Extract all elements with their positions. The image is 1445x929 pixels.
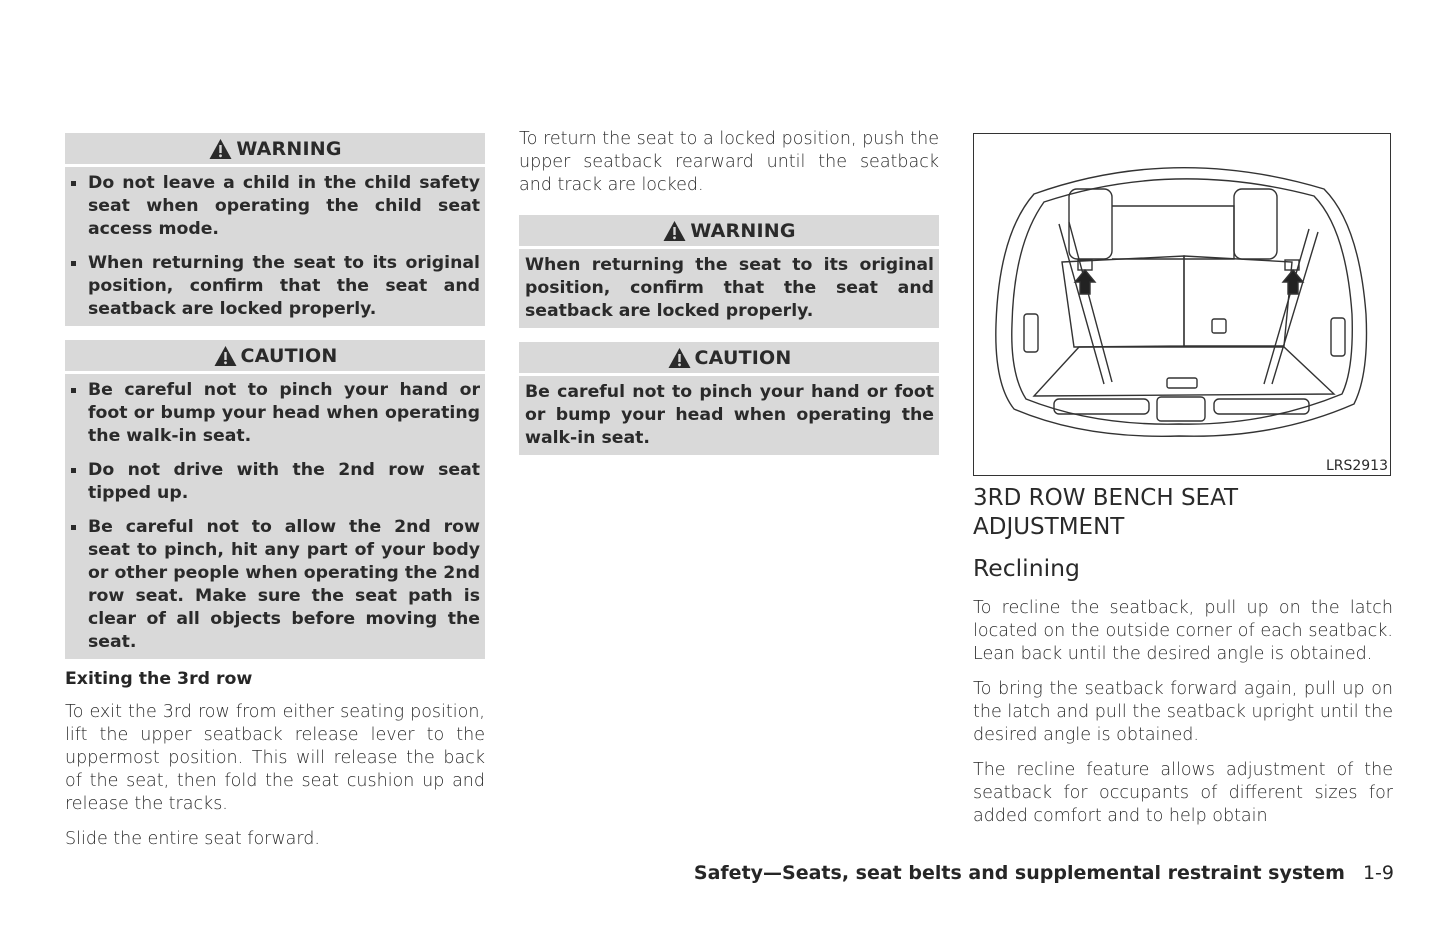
body-paragraph: To recline the seatback, pull up on the latch located on the outside corner of each seatback. Lean back until the desired angle is obtained. bbox=[973, 598, 1393, 664]
caution-body bbox=[65, 374, 485, 659]
section-title: 3RD ROW BENCH SEAT ADJUSTMENT bbox=[973, 485, 1239, 540]
warning-body: When returning the seat to its original position, confirm that the seat and seatback are locked properly. bbox=[519, 249, 939, 328]
warning-triangle-icon bbox=[667, 347, 692, 369]
warning-triangle-icon bbox=[213, 345, 238, 367]
warning-triangle-icon bbox=[208, 138, 233, 160]
caution-item: Be careful not to pinch your hand or foot or bump your head when operating the walk-in seat. bbox=[71, 379, 480, 448]
caution-title: CAUTION bbox=[694, 346, 792, 369]
headrest-right bbox=[1234, 189, 1277, 259]
intro-paragraph: To return the seat to a locked position, push the upper seatback rearward until the seatback and track are locked. bbox=[519, 129, 939, 195]
caution-title: CAUTION bbox=[240, 344, 338, 367]
warning-box bbox=[519, 215, 939, 328]
caution-header bbox=[519, 342, 939, 373]
warning-header bbox=[65, 133, 485, 164]
cargo-area-drawing bbox=[974, 134, 1392, 477]
warning-body bbox=[65, 167, 485, 326]
body-paragraph: The recline feature allows adjustment of the seatback for occupants of different sizes for added comfort and to help obtain bbox=[973, 760, 1393, 826]
cargo-area-illustration bbox=[973, 133, 1391, 476]
caution-header bbox=[65, 340, 485, 371]
page-footer bbox=[676, 862, 1394, 884]
warning-box bbox=[65, 133, 485, 326]
caution-box bbox=[519, 342, 939, 455]
caution-body: Be careful not to pinch your hand or foot or bump your head when operating the walk-in seat. bbox=[519, 376, 939, 455]
floor-handle bbox=[1167, 378, 1197, 388]
body-paragraph: To bring the seatback forward again, pull up on the latch and pull the seatback upright until the desired angle is obtained. bbox=[973, 679, 1393, 745]
caution-item: Be careful not to allow the 2nd row seat to pinch, hit any part of your body or other people when operating the 2nd row seat. Make sure the seat path is clear of all objects before moving the seat. bbox=[71, 516, 480, 654]
subsection-title: Reclining bbox=[973, 554, 1080, 582]
warning-header bbox=[519, 215, 939, 246]
body-paragraph: Slide the entire seat forward. bbox=[65, 829, 320, 849]
sill-trim-right bbox=[1214, 399, 1309, 414]
sill-trim-left bbox=[1054, 399, 1149, 414]
body-paragraph: To exit the 3rd row from either seating position, lift the upper seatback release lever to the uppermost position. This will release the back of the seat, then fold the seat cushion up and release the tracks. bbox=[65, 702, 485, 814]
caution-item: Do not drive with the 2nd row seat tipped up. bbox=[71, 459, 480, 505]
warning-title: WARNING bbox=[236, 137, 342, 160]
seatback-right bbox=[1184, 256, 1292, 346]
middle-column bbox=[519, 128, 939, 469]
sill-latch bbox=[1157, 397, 1205, 421]
right-column-text bbox=[973, 597, 1393, 840]
figure-label: LRS2913 bbox=[1325, 458, 1388, 474]
warning-item: When returning the seat to its original position, confirm that the seat and seatback are locked properly. bbox=[71, 252, 480, 321]
exiting-3rd-row-heading: Exiting the 3rd row bbox=[65, 669, 253, 689]
warning-title: WARNING bbox=[690, 219, 796, 242]
left-column bbox=[65, 133, 485, 863]
caution-box bbox=[65, 340, 485, 659]
warning-triangle-icon bbox=[662, 220, 687, 242]
warning-item: Do not leave a child in the child safety seat when operating the child seat access mode. bbox=[71, 172, 480, 241]
footer-section-title: Safety—Seats, seat belts and supplemental restraint system bbox=[693, 862, 1345, 884]
page-number: 1-9 bbox=[1362, 862, 1394, 884]
